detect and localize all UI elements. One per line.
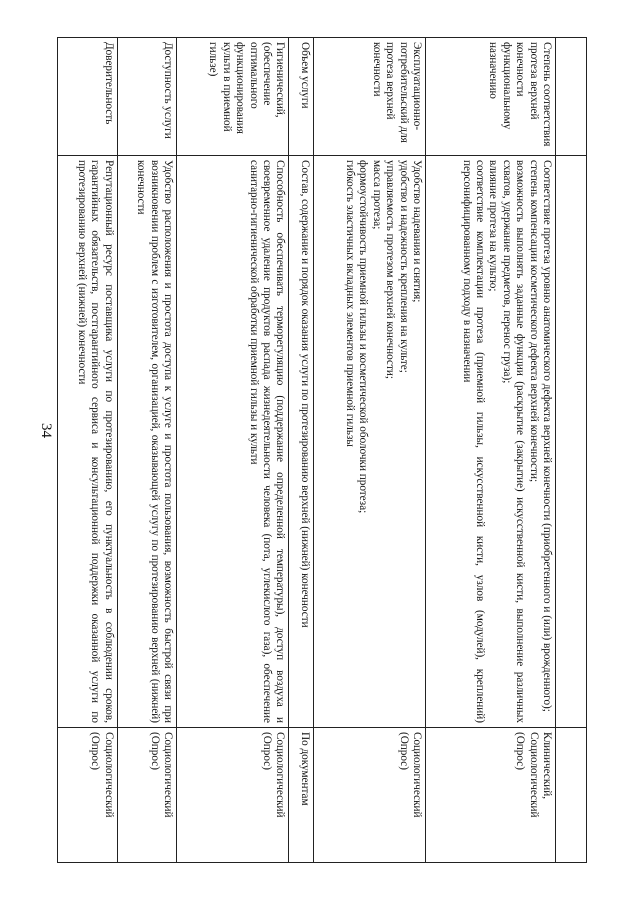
content-cell: [425, 156, 555, 728]
page-number: 34: [38, 423, 54, 438]
content-line: возможность выполнять заданные функции (раскрытие (закрытие) искусственной кисти, выполнение различных схватов, удержание предметов, перенос груза);: [500, 160, 527, 723]
criterion-cell: Объем услуги: [289, 38, 313, 156]
content-line: Состав, содержание и порядок оказания услуги по протезированию верхней (нижней) конечности: [298, 160, 311, 628]
table-row: [425, 38, 555, 863]
content-cell: [313, 156, 425, 728]
table-row: [313, 38, 425, 863]
criteria-table-body: [58, 38, 587, 863]
content-line: формоустойчивость приемной гильзы и косметической оболочки протеза;: [357, 160, 370, 514]
criteria-table: [57, 37, 587, 863]
method-cell: Социологический (Опрос): [313, 728, 425, 863]
content-line: удобство и надежность крепления на культе;: [397, 160, 410, 373]
rotated-table-container: [57, 37, 587, 862]
method-cell: По документам: [289, 728, 313, 863]
content-line: влияние протеза на культю;: [487, 160, 500, 292]
method-cell: Социологический (Опрос): [177, 728, 289, 863]
content-line: Репутационный ресурс поставщика услуги по протезированию, его пунктуальность в соблюдении сроков, гарантийных обязательств, постгарантийного сервиса и консультационной поддержки оказанной услуги по протезированию верхней (нижней) конечности: [75, 160, 115, 723]
content-line: управляемость протезом верхней конечности;: [384, 160, 397, 379]
content-cell: [556, 156, 587, 728]
table-row: [117, 38, 176, 863]
content-line: соответствие комплектации протеза (приемной гильзы, искусственной кисти, узлов (модулей), креплений) персонифицированному подходу в назначении: [460, 160, 486, 723]
content-line: Удобство надевания и снятия;: [410, 160, 423, 303]
criterion-cell: Степень соответствия протеза верхней конечности функциональному назначению: [425, 38, 555, 156]
table-row: [556, 38, 587, 863]
method-cell: [556, 728, 587, 863]
method-cell: Клинический, Социологический (Опрос): [425, 728, 555, 863]
content-cell: [289, 156, 313, 728]
criterion-cell: [556, 38, 587, 156]
content-line: Удобство расположения и простота доступа к услуге и простота пользования, возможность быстрой связи при возникновении проблем с изготовителем, организацией, оказывающей услугу по протезированию верхней (нижней) конечности: [135, 160, 174, 723]
content-cell: [58, 156, 118, 728]
method-cell: Социологический (Опрос): [117, 728, 176, 863]
criterion-cell: Доступность услуги: [117, 38, 176, 156]
table-row: [177, 38, 289, 863]
content-cell: [117, 156, 176, 728]
content-line: масса протеза;: [370, 160, 383, 230]
table-row: [58, 38, 118, 863]
criterion-cell: Эксплуатационно-потребительский для протеза верхней конечности: [313, 38, 425, 156]
content-line: гибкость эластичных вкладных элементов приемной гильзы: [343, 160, 356, 447]
criterion-cell: Гигиенический, (обеспечение оптимального функционирования культи в приемной гильзе): [177, 38, 289, 156]
content-line: степень компенсации косметического дефекта верхней конечности;: [527, 160, 540, 483]
table-row: [289, 38, 313, 863]
content-line: Соответствие протеза уровню анатомического дефекта верхней конечности (приобретенного и (или) врожденного);: [541, 160, 553, 712]
content-line: Способность обеспечивать терморегуляцию (поддержание определенной температуры), доступ воздуха и своевременное удаление продуктов распада жизнедеятельности человека (пота, углекислого газа), обеспечение санитарно-гигиенической обработки приемной гильзы и культи: [247, 160, 287, 723]
content-cell: [177, 156, 289, 728]
method-cell: Социологический (Опрос): [58, 728, 118, 863]
criterion-cell: Доверительность: [58, 38, 118, 156]
